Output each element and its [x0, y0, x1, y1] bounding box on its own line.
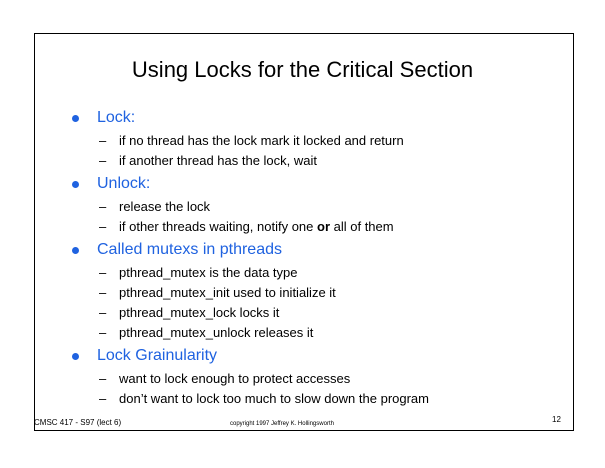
- bullet-dot-icon: [72, 115, 79, 122]
- sub-list: [72, 131, 572, 171]
- dash-icon: –: [99, 285, 107, 300]
- dash-icon: –: [99, 265, 107, 280]
- sub-item-text: pthread_mutex_lock locks it: [119, 305, 280, 320]
- dash-icon: –: [99, 371, 107, 386]
- sub-item-text: release the lock: [119, 199, 211, 214]
- sub-item: [72, 369, 572, 389]
- dash-icon: –: [99, 391, 107, 406]
- dash-icon: –: [99, 199, 107, 214]
- bullet-heading: Lock:: [97, 109, 136, 126]
- dash-icon: –: [99, 219, 107, 234]
- bullet-granularity: [72, 346, 572, 409]
- page-number: 12: [552, 415, 561, 424]
- sub-item-text: if another thread has the lock, wait: [119, 153, 318, 168]
- sub-item-text: if no thread has the lock mark it locked and return: [119, 133, 404, 148]
- sub-item: [72, 151, 572, 171]
- bullet-heading: Lock Grainularity: [97, 347, 218, 364]
- sub-item: [72, 131, 572, 151]
- bullet-heading: Called mutexs in pthreads: [97, 241, 282, 258]
- bullet-mutexs: [72, 240, 572, 343]
- bullet-dot-icon: [72, 247, 79, 254]
- sub-item: [72, 283, 572, 303]
- sub-item: [72, 303, 572, 323]
- bullet-dot-icon: [72, 353, 79, 360]
- sub-item-text-post: all of them: [330, 219, 394, 234]
- sub-item-text-pre: if other threads waiting, notify one: [119, 219, 318, 234]
- footer-copyright: copyright 1997 Jeffrey K. Hollingsworth: [230, 421, 334, 427]
- sub-item: [72, 217, 572, 237]
- sub-item-text: pthread_mutex_unlock releases it: [119, 325, 314, 340]
- bullet-heading: Unlock:: [97, 175, 151, 192]
- dash-icon: –: [99, 133, 107, 148]
- dash-icon: –: [99, 153, 107, 168]
- sub-list: [72, 197, 572, 237]
- sub-item-text: pthread_mutex_init used to initialize it: [119, 285, 336, 300]
- bullet-list: [72, 108, 572, 412]
- sub-item: [72, 323, 572, 343]
- sub-item-text: want to lock enough to protect accesses: [119, 371, 351, 386]
- sub-list: [72, 369, 572, 409]
- footer-course-label: CMSC 417 - S97 (lect 6): [34, 418, 122, 427]
- sub-item: [72, 263, 572, 283]
- dash-icon: –: [99, 325, 107, 340]
- sub-item-text: pthread_mutex is the data type: [119, 265, 298, 280]
- bullet-unlock: [72, 174, 572, 237]
- bullet-dot-icon: [72, 181, 79, 188]
- sub-item: [72, 389, 572, 409]
- sub-list: [72, 263, 572, 343]
- sub-item: [72, 197, 572, 217]
- sub-item-text: don’t want to lock too much to slow down the program: [119, 391, 429, 406]
- dash-icon: –: [99, 305, 107, 320]
- bullet-lock: [72, 108, 572, 171]
- slide-title: Using Locks for the Critical Section: [131, 57, 474, 82]
- sub-item-bold-word: or: [317, 219, 331, 234]
